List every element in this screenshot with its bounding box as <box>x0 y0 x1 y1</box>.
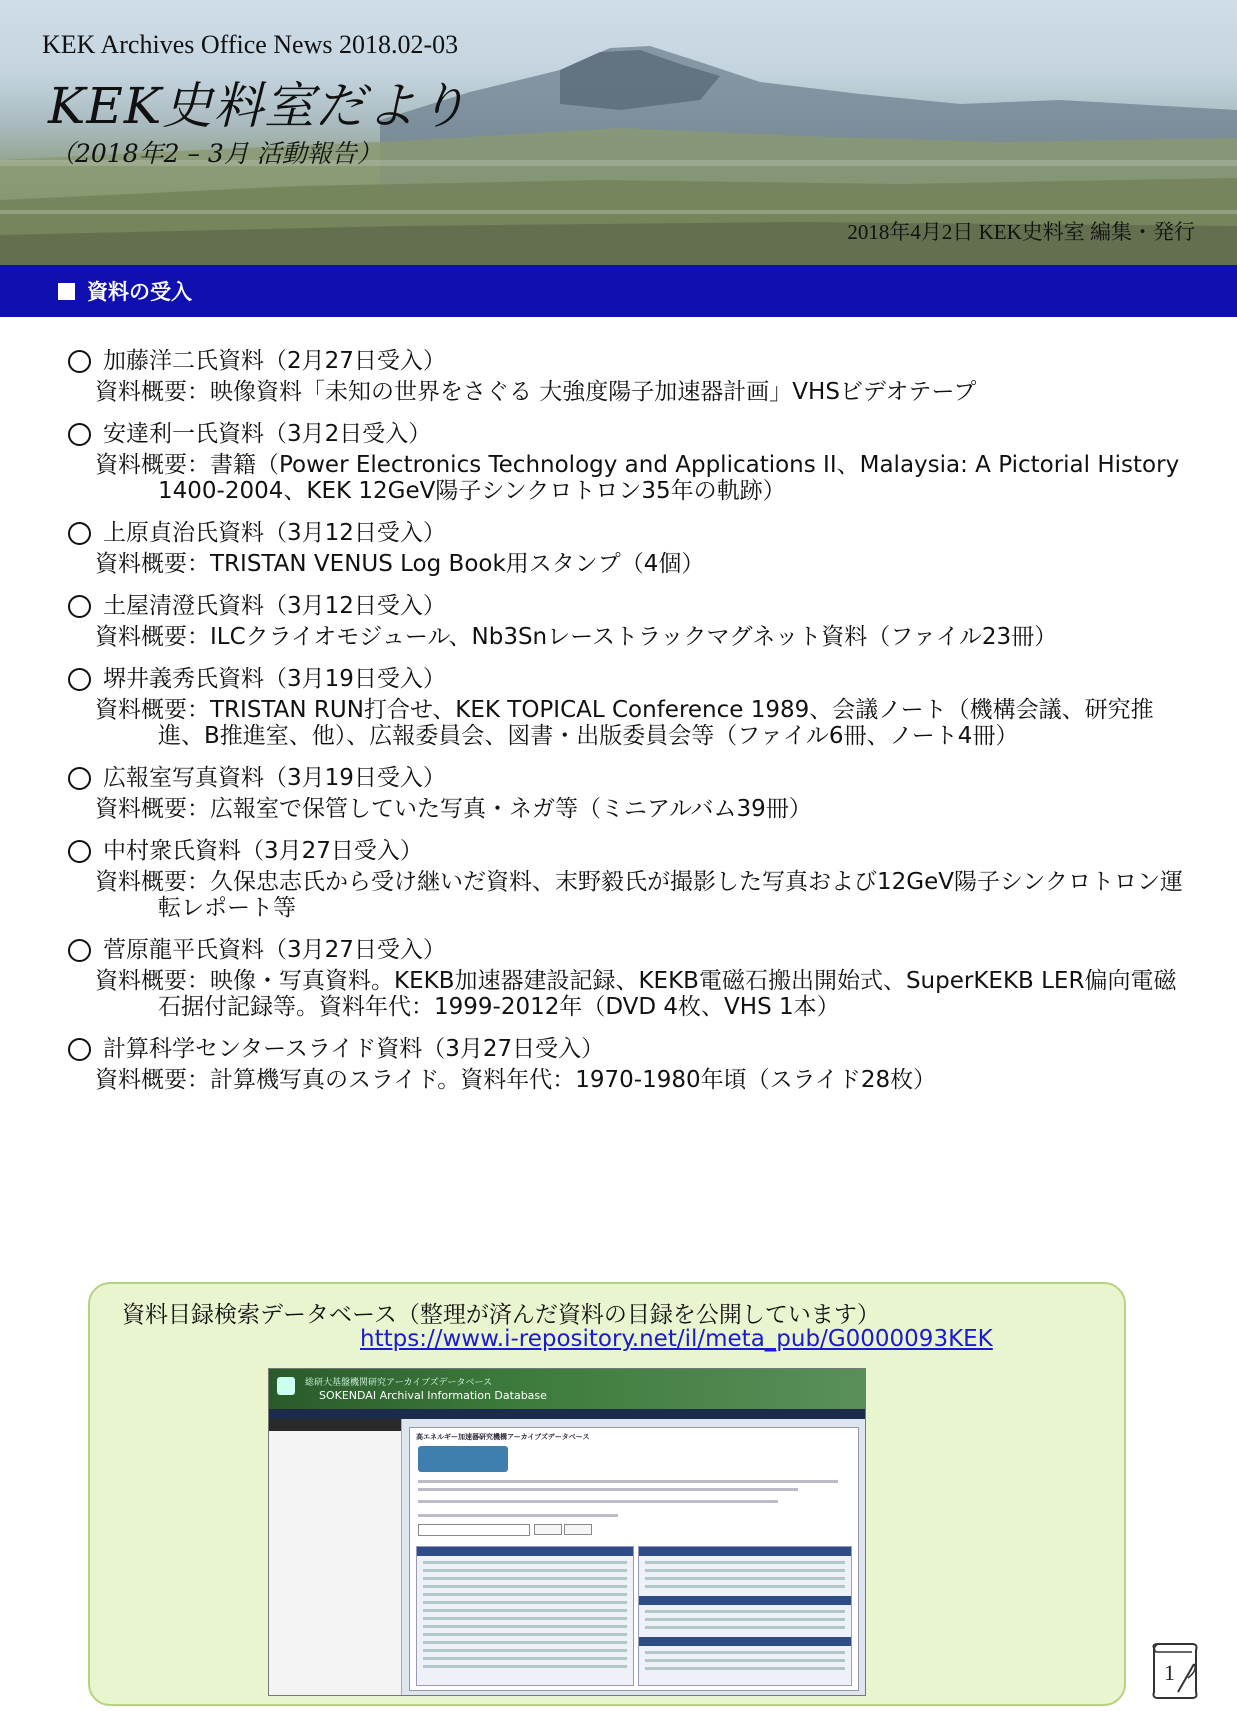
circle-bullet-icon <box>68 1038 91 1061</box>
list-item <box>68 518 1198 577</box>
circle-bullet-icon <box>68 423 91 446</box>
circle-bullet-icon <box>68 840 91 863</box>
entry-summary: 資料概要：TRISTAN VENUS Log Book用スタンプ（4個） <box>95 551 705 577</box>
entry-summary: 資料概要：TRISTAN RUN打合せ、KEK TOPICAL Conference 1989、会議ノート（機構会議、研究推進、B推進室、他）、広報委員会、図書・出版委員会等（ファイル6冊、ノート4冊） <box>95 697 1154 749</box>
list-item <box>68 419 1198 504</box>
screenshot-left-column <box>416 1546 634 1686</box>
newsletter-title: KEK史料室だより <box>48 77 469 135</box>
entry-heading: 菅原龍平氏資料（3月27日受入） <box>103 937 446 963</box>
list-item <box>68 591 1198 650</box>
list-item <box>68 935 1198 1020</box>
screenshot-main-panel <box>409 1427 859 1691</box>
issue-date: 2018年4月2日 KEK史料室 編集・発行 <box>847 220 1195 244</box>
database-link[interactable]: https://www.i-repository.net/il/meta_pub/G0000093KEK <box>360 1326 993 1352</box>
newsletter-subtitle: （2018年2 – 3月 活動報告） <box>50 139 382 168</box>
screenshot-right-column <box>638 1546 852 1686</box>
list-item <box>68 346 1198 405</box>
section-header <box>0 265 1237 317</box>
circle-bullet-icon <box>68 522 91 545</box>
list-item <box>68 664 1198 749</box>
circle-bullet-icon <box>68 668 91 691</box>
database-caption: 資料目録検索データベース（整理が済んだ資料の目録を公開しています） <box>122 1302 880 1328</box>
screenshot-header-jp: 総研大基盤機関研究アーカイブズデータベース <box>305 1378 493 1388</box>
entry-heading: 堺井義秀氏資料（3月19日受入） <box>103 666 446 692</box>
database-info-box <box>88 1282 1126 1706</box>
screenshot-clear-button <box>564 1524 592 1535</box>
entry-heading: 安達利一氏資料（3月2日受入） <box>103 421 432 447</box>
screenshot-header-en: SOKENDAI Archival Information Database <box>319 1389 547 1402</box>
list-item <box>68 763 1198 822</box>
header-banner <box>0 0 1237 265</box>
entry-summary: 資料概要：映像・写真資料。KEKB加速器建設記録、KEKB電磁石搬出開始式、SuperKEKB LER偏向電磁石据付記録等。資料年代：1999-2012年（DVD 4枚、VHS 1本） <box>95 968 1177 1020</box>
entry-summary: 資料概要：ILCクライオモジュール、Nb3Snレーストラックマグネット資料（ファイル23冊） <box>95 624 1058 650</box>
entry-heading: 中村衆氏資料（3月27日受入） <box>103 838 423 864</box>
list-item <box>68 1034 1198 1093</box>
entry-summary: 資料概要：久保忠志氏から受け継いだ資料、末野毅氏が撮影した写真および12GeV陽子シンクロトロン運転レポート等 <box>95 869 1183 921</box>
circle-bullet-icon <box>68 595 91 618</box>
list-item <box>68 836 1198 921</box>
entry-heading: 広報室写真資料（3月19日受入） <box>103 765 446 791</box>
kek-archives-logo-icon <box>418 1446 508 1472</box>
acquisition-list <box>68 346 1198 1107</box>
screenshot-search-input <box>418 1524 530 1536</box>
page-number: 1 <box>1164 1660 1175 1685</box>
screenshot-sidebar <box>269 1419 402 1695</box>
scroll-quill-icon <box>1148 1642 1202 1702</box>
entry-summary: 資料概要：計算機写真のスライド。資料年代：1970-1980年頃（スライド28枚） <box>95 1067 937 1093</box>
entry-heading: 加藤洋二氏資料（2月27日受入） <box>103 348 446 374</box>
square-bullet-icon <box>58 283 75 300</box>
section-title: 資料の受入 <box>87 280 192 304</box>
entry-heading: 計算科学センタースライド資料（3月27日受入） <box>103 1036 605 1062</box>
screenshot-search-button <box>534 1524 562 1535</box>
database-screenshot <box>268 1368 866 1696</box>
circle-bullet-icon <box>68 350 91 373</box>
screenshot-main-title: 高エネルギー加速器研究機構アーカイブズデータベース <box>416 1433 590 1441</box>
entry-summary: 資料概要：書籍（Power Electronics Technology and Applications II、Malaysia: A Pictorial History 1400-2004、KEK 12GeV陽子シンクロトロン35年の軌跡） <box>95 452 1180 504</box>
masthead-english: KEK Archives Office News 2018.02-03 <box>42 30 459 59</box>
entry-summary: 資料概要：広報室で保管していた写真・ネガ等（ミニアルバム39冊） <box>95 796 812 822</box>
entry-summary: 資料概要：映像資料「未知の世界をさぐる 大強度陽子加速器計画」VHSビデオテープ <box>95 379 977 405</box>
entry-heading: 土屋清澄氏資料（3月12日受入） <box>103 593 446 619</box>
screenshot-nav-bar <box>269 1409 865 1419</box>
circle-bullet-icon <box>68 767 91 790</box>
screenshot-header <box>269 1369 865 1409</box>
circle-bullet-icon <box>68 939 91 962</box>
entry-heading: 上原貞治氏資料（3月12日受入） <box>103 520 446 546</box>
sokendai-logo-icon <box>277 1377 295 1395</box>
